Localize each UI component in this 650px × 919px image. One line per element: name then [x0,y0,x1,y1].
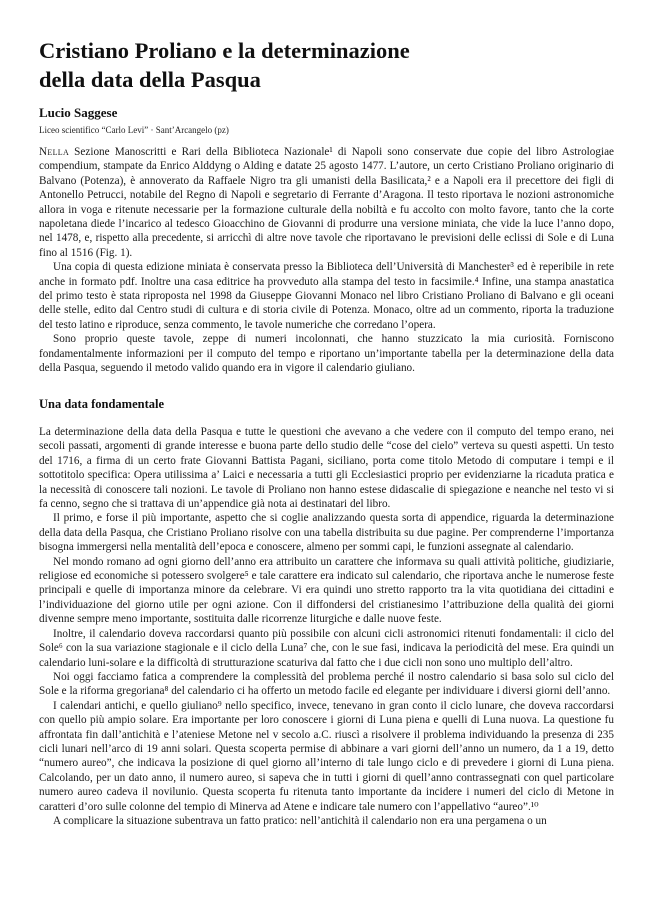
author-name: Lucio Saggese [39,105,118,120]
lead-in-small-caps: Nella [39,146,70,158]
section-paragraph-1: La determinazione della data della Pasqua e tutte le questioni che avevano a che vedere con il computo del tempo erano, nei secoli passati, argomenti di grande interesse e buona parte dello studio delle “cose del cielo” verteva su questi aspetti. Un testo del 1716, a firma di un certo frate Giovanni Battista Pagani, siciliano, porta come titolo Metodo di computare i tempi e il sottotitolo specifica: Opera utilissima a’ Laici e necessaria a tutti gli Ecclesiastici proprio per evidenziarne la ricaduta pratica e la necessità di conoscere tali nozioni. Le tavole di Proliano non hanno estese didascalie di spiegazione e neanche nel testo vi si fa cenno, segno che si trattava di un’appendice già nota ai destinatari del libro. [39,426,614,511]
section-heading: Una data fondamentale [39,397,165,411]
intro-paragraph-1-text: Sezione Manoscritti e Rari della Biblioteca Nazionale¹ di Napoli sono conservate due copie del libro Astrologiae compendium, stampate da Enrico Alddyng o Alding e datate 25 agosto 1477. L’autore, un certo Cristiano Proliano originario di Balvano (Potenza), è annoverato da Raffaele Nigro tra gli umanisti della Basilicata,² e a Napoli era il precettore dei figli di Antonello Petrucci, notabile del Regno di Napoli e segretario di Ferrante d’Aragona. Il testo riportava le nozioni astronomiche allora in voga e ritenute necessarie per la formazione culturale della nobiltà e fu accolto con molto favore, tanto che la corte napoletana diede l’incarico al tedesco Gioacchino de Giovanni di produrre una versione miniata, che vide la luce l’anno dopo, nel 1478, e, rispetto alla precedente, si arricchì di altre nove tavole che riportavano le previsioni delle eclissi di Sole e di Luna fino al 1516 (Fig. 1). [39,146,614,259]
section-paragraph-2: Il primo, e forse il più importante, aspetto che si coglie analizzando questa sorta di appendice, riguarda la determinazione della data della Pasqua, che Cristiano Proliano risolve con una tabella distribuita su due pagine. Per comprenderne l’importanza bisogna immergersi nella mentalità dell’epoca e conoscere, almeno per sommi capi, le funzioni assegnate al calendario. [39,512,614,554]
intro-paragraph-2: Una copia di questa edizione miniata è conservata presso la Biblioteca dell’Università di Manchester³ ed è reperibile in rete anche in formato pdf. Inoltre una casa editrice ha provveduto alla stampa del testo in facsimile.⁴ Infine, una stampa anastatica del primo testo è stata riproposta nel 1998 da Giuseppe Giovanni Monaco nel libro Cristiano Proliano di Balvano e gli oceani delle stelle, edito dal Centro studi di cultura e di storia civile di Potenza. Monaco, oltre ad un commento, riporta la traduzione del testo latino e riproduce, senza commento, le tavole numeriche che corredano l’opera. [39,261,614,331]
section-paragraph-3: Nel mondo romano ad ogni giorno dell’anno era attribuito un carattere che informava su quali attività politiche, giudiziarie, religiose ed economiche si potessero svolgere⁵ e tale carattere era indicato sul calendario, che riportava anche le numerose feste principali e quelle di importanza minore da celebrare. Vi era quindi uno stretto rapporto tra la vita quotidiana dei cittadini e l’individuazione del giorno utile per ogni azione. Con il diffondersi del cristianesimo l’attribuzione della qualità dei giorni divenne sempre meno importante, sostituita dalle ricorrenze liturgiche e dalle nuove feste. [39,555,614,626]
article-title [39,36,614,94]
section-paragraph-4: Inoltre, il calendario doveva raccordarsi quanto più possibile con alcuni cicli astronomici ritenuti fondamentali: il ciclo del Sole⁶ con la sua variazione stagionale e il ciclo della Luna⁷ che, con le sue fasi, indicava la periodicità del mese. Era quindi un calendario luni-solare e la difficoltà di strutturazione scaturiva dal fatto che i due cicli non sono uno multiplo dell’altro. [39,627,614,669]
title-line-1: Cristiano Proliano e la determinazione [39,38,410,63]
title-line-2: della data della Pasqua [39,67,261,92]
section-paragraph-6: I calendari antichi, e quello giuliano⁹ nello specifico, invece, tenevano in gran conto il ciclo lunare, che doveva raccordarsi con quello più ampio solare. Era importante per loro conoscere i giorni di Luna piena e quelli di Luna nuova. La questione fu affrontata fin dall’antichità e l’ateniese Metone nel v secolo a.C. riuscì a risolvere il problema individuando la presenza di 235 cicli lunari nell’arco di 19 anni solari. Questa scoperta permise di abbinare a vari giorni dell’anno un numero, da 1 a 19, detto “numero aureo”, che indicava la posizione di quel giorno all’interno di tale lungo ciclo e di prevedere i giorni di Luna piena. Calcolando, per un dato anno, il numero aureo, si sapeva che in tutti i giorni di quell’anno contrassegnati con quel particolare numero aureo cadeva il novilunio. Questa scoperta fu ritenuta tanto importante da incidere i numeri del ciclo di Metone in caratteri d’oro sulle colonne del tempio di Minerva ad Atene e indicare tale numero con l’appellativo “aureo”.¹⁰ [39,699,614,813]
intro-paragraph-1 [39,145,614,260]
section-body [39,425,614,828]
section-paragraph-7: A complicare la situazione subentrava un fatto pratico: nell’antichità il calendario non era una pergamena o un [53,814,547,827]
intro-text [39,145,614,376]
section-paragraph-5: Noi oggi facciamo fatica a comprendere la complessità del problema perché il nostro calendario si basa solo sul ciclo del Sole e la riforma gregoriana⁸ del calendario ci ha offerto un metodo facile ed elegante per individuare i diversi giorni dell’anno. [39,670,614,698]
intro-paragraph-3: Sono proprio queste tavole, zeppe di numeri incolonnati, che hanno stuzzicato la mia curiosità. Forniscono fondamentalmente informazioni per il computo del tempo e riportano un’importante tabella per la determinazione della data della Pasqua, seguendo il metodo valido quando era in vigore il calendario giuliano. [39,333,614,375]
author-affiliation: Liceo scientifico “Carlo Levi” · Sant’Arcangelo (pz) [39,125,229,135]
